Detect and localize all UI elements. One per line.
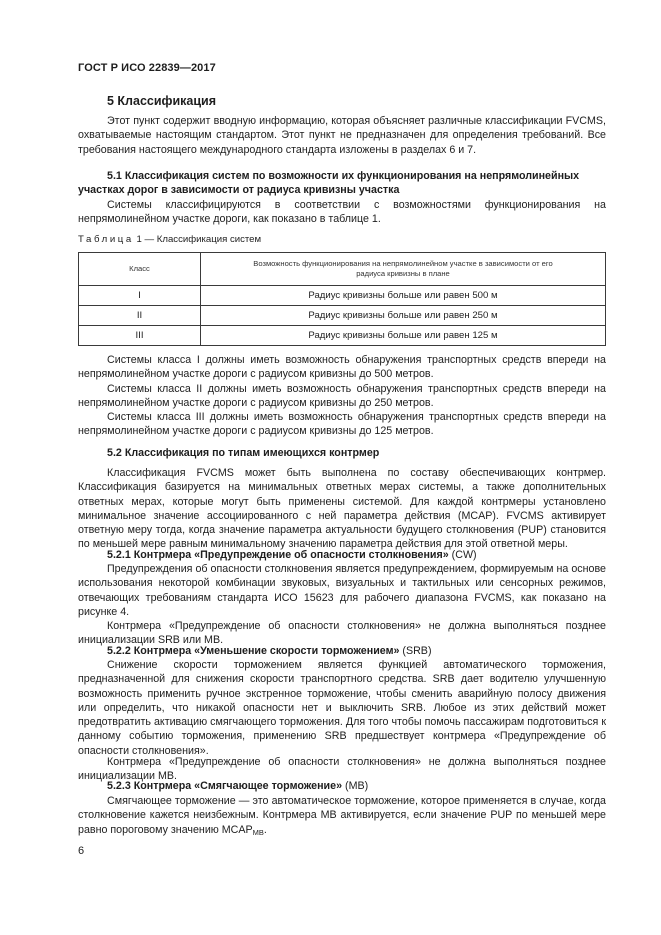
section-5-2-title: 5.2 Классификация по типам имеющихся контрмер: [107, 447, 380, 459]
column-header-capability-text: Возможность функционирования на непрямолинейном участке в зависимости от его радиуса кривизны в плане: [253, 259, 553, 278]
section-5-2-2-heading: [78, 644, 606, 658]
section-5-2-2-paragraph-2: Контрмера «Предупреждение об опасности столкновения» не должна выполняться позднее инициализации MB.: [78, 756, 606, 783]
table-row: [79, 306, 606, 326]
section-5-2-3-heading: [78, 779, 606, 793]
class-i-paragraph: Системы класса I должны иметь возможность обнаружения транспортных средств впереди на непрямолинейном участке дороги с радиусом кривизны до 500 метров.: [78, 354, 606, 381]
section-5-2-2-title: 5.2.2 Контрмера «Уменьшение скорости торможением»: [107, 645, 400, 657]
column-header-class: Класс: [79, 253, 201, 286]
table-row: [79, 286, 606, 306]
section-5-2-3-text: Смягчающее торможение — это автоматическое торможение, которое применяется в случае, когда столкновение кажется неизбежным. Контрмера MB активируется, если значение PUP по меньшей мере равно пороговому значению MCAP: [78, 795, 606, 836]
table-cell-radius: Радиус кривизны больше или равен 250 м: [201, 306, 606, 326]
table-cell-radius: Радиус кривизны больше или равен 125 м: [201, 326, 606, 346]
class-iii-paragraph: Системы класса III должны иметь возможность обнаружения транспортных средств впереди на непрямолинейном участке дороги с радиусом кривизны до 125 метров.: [78, 411, 606, 438]
table-cell-class: III: [79, 326, 201, 346]
table-caption-label: Таблица: [78, 234, 134, 245]
mcap-subscript: MB: [252, 827, 264, 837]
section-5-2-1-abbr: (CW): [451, 549, 477, 561]
page-number: 6: [78, 845, 85, 857]
section-5-1-title: 5.1 Классификация систем по возможности их функционирования на непрямолинейных участках дорог в зависимости от радиуса кривизны участка: [78, 170, 580, 197]
section-5-2-3-title: 5.2.3 Контрмера «Смягчающее торможение»: [107, 780, 343, 792]
section-5-2-2-paragraph-1: Снижение скорости торможением является функцией автоматического торможения, предназначенной для снижения скорости транспортного средства. SRB дает водителю улучшенную возможность применить ручное экстренное торможение, чтобы сменить аварийную полосу движения или определить, что никакой опасности нет и выключить SRB. Любое из этих действий может предотвратить активацию смягчающего торможения. Для того чтобы помочь пассажирам подготовиться к данному событию торможения, применению SRB предшествует контрмера «Предупреждение об опасности столкновения».: [78, 659, 606, 757]
column-header-capability: [201, 253, 606, 286]
section-5-2-2-abbr: (SRB): [402, 645, 432, 657]
section-5-2-1-paragraph-2: Контрмера «Предупреждение об опасности столкновения» не должна выполняться позднее инициализации SRB или MB.: [78, 620, 606, 647]
table-cell-class: I: [79, 286, 201, 306]
classification-table: [78, 252, 606, 346]
section-5-2-1-title: 5.2.1 Контрмера «Предупреждение об опасности столкновения»: [107, 549, 449, 561]
section-5-2-3-paragraph: [78, 794, 606, 840]
table-header-row: [79, 253, 606, 286]
class-ii-paragraph: Системы класса II должны иметь возможность обнаружения транспортных средств впереди на непрямолинейном участке дороги с радиусом кривизны до 250 метров.: [78, 383, 606, 410]
section-5-2-3-end: .: [263, 823, 267, 836]
table-cell-class: II: [79, 306, 201, 326]
table-caption: [78, 234, 261, 245]
table-caption-text: 1 — Классификация систем: [136, 234, 262, 245]
table-row: [79, 326, 606, 346]
section-5-1-paragraph: Системы классифицируются в соответствии с возможностями функционирования на непрямолинейном участке дороги, как показано в таблице 1.: [78, 199, 606, 226]
section-5-2-3-abbr: (MB): [345, 780, 369, 792]
section-5-2-1-heading: [78, 548, 606, 562]
table-cell-radius: Радиус кривизны больше или равен 500 м: [201, 286, 606, 306]
section-5-title: 5 Классификация: [107, 94, 217, 108]
standard-header: ГОСТ Р ИСО 22839—2017: [78, 62, 216, 74]
section-5-intro: Этот пункт содержит вводную информацию, которая объясняет различные классификации FVCMS, охватываемые настоящим стандартом. Этот пункт не предназначен для определения требований. Все требования настоящего международного стандарта изложены в разделах 6 и 7.: [78, 115, 606, 156]
section-5-2-paragraph: Классификация FVCMS может быть выполнена по составу обеспечивающих контрмер. Классификация базируется на минимальных ответных мерах системы, а также дополнительных ответных мерах, которые могут быть применены системой. Для каждой контрмеры установлено минимальное значение ассоциированного с ней параметра действия (MCAP). FVCMS активирует ответную меру тогда, когда значение параметра актуальности будущего столкновения (PUP) становится по меньшей мере равным минимальному значению параметра действия для этой ответной меры.: [78, 467, 606, 551]
section-5-2-1-paragraph-1: Предупреждения об опасности столкновения является предупреждением, формируемым на основе использования некоторой комбинации звуковых, визуальных и тактильных или сенсорных режимов, отвечающих требованиям стандарта ИСО 15623 для рабочего диапазона FVCMS, как показано на рисунке 4.: [78, 563, 606, 618]
